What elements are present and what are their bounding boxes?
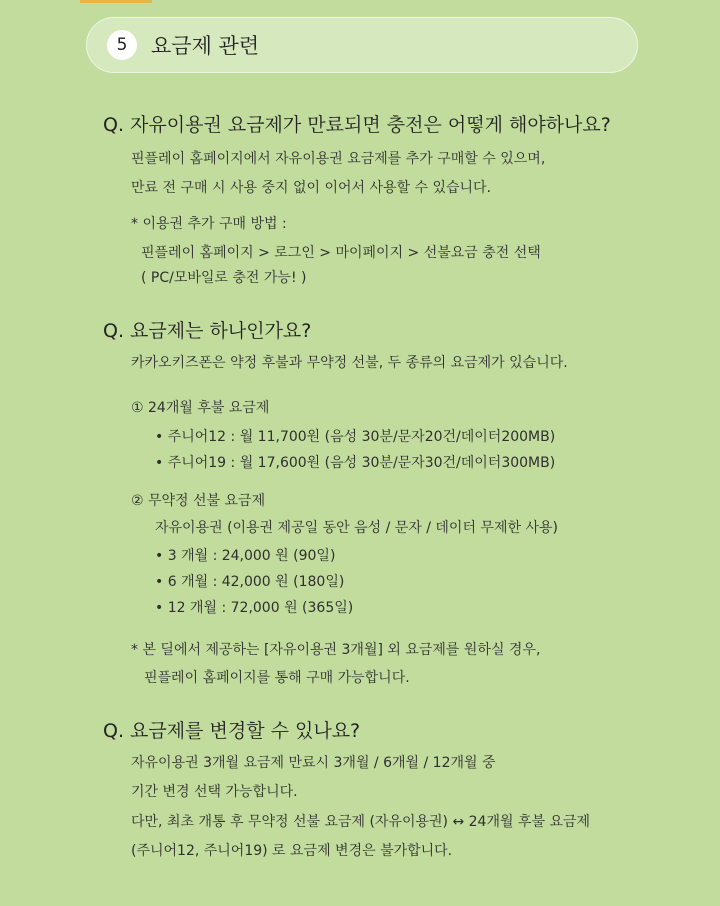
note-1-title: * 이용권 추가 구매 방법 : bbox=[131, 216, 287, 232]
answer-3-line-1: 자유이용권 3개월 요금제 만료시 3개월 / 6개월 / 12개월 중 bbox=[131, 755, 496, 771]
answer-2: 카카오키즈폰은 약정 후불과 무약정 선불, 두 종류의 요금제가 있습니다. bbox=[131, 355, 568, 371]
note-1-line-2: ( PC/모바일로 충전 가능! ) bbox=[141, 270, 307, 286]
answer-3-line-2: 기간 변경 선택 가능합니다. bbox=[131, 784, 298, 800]
section-title: 요금제 관련 bbox=[151, 34, 260, 58]
plan-1-item-1: • 주니어12 : 월 11,700원 (음성 30분/문자20건/데이터200MB) bbox=[155, 429, 556, 445]
plan-2-desc: 자유이용권 (이용권 제공일 동안 음성 / 문자 / 데이터 무제한 사용) bbox=[155, 520, 558, 536]
question-3: Q. 요금제를 변경할 수 있나요? bbox=[103, 720, 361, 742]
answer-3-line-3: 다만, 최초 개통 후 무약정 선불 요금제 (자유이용권) ↔ 24개월 후불 요금제 bbox=[131, 814, 591, 830]
section-header bbox=[86, 17, 638, 73]
answer-1-line-2: 만료 전 구매 시 사용 중지 없이 이어서 사용할 수 있습니다. bbox=[131, 180, 492, 196]
plan-2-item-2: • 6 개월 : 42,000 원 (180일) bbox=[155, 574, 345, 590]
note-1-line-1: 핀플레이 홈페이지 > 로그인 > 마이페이지 > 선불요금 충전 선택 bbox=[141, 245, 541, 261]
question-1: Q. 자유이용권 요금제가 만료되면 충전은 어떻게 해야하나요? bbox=[103, 114, 611, 136]
question-2: Q. 요금제는 하나인가요? bbox=[103, 320, 312, 342]
answer-3-line-4: (주니어12, 주니어19) 로 요금제 변경은 불가합니다. bbox=[131, 843, 453, 859]
plan-2-item-3: • 12 개월 : 72,000 원 (365일) bbox=[155, 600, 354, 616]
plan-1-title: ① 24개월 후불 요금제 bbox=[131, 400, 270, 416]
note-2-line-1: * 본 딜에서 제공하는 [자유이용권 3개월] 외 요금제를 원하실 경우, bbox=[131, 642, 541, 658]
section-number-badge: 5 bbox=[107, 30, 137, 60]
plan-2-item-1: • 3 개월 : 24,000 원 (90일) bbox=[155, 548, 336, 564]
plan-2-title: ② 무약정 선불 요금제 bbox=[131, 493, 266, 509]
top-accent-bar bbox=[80, 0, 152, 3]
answer-1-line-1: 핀플레이 홈페이지에서 자유이용권 요금제를 추가 구매할 수 있으며, bbox=[131, 151, 546, 167]
plan-1-item-2: • 주니어19 : 월 17,600원 (음성 30분/문자30건/데이터300MB) bbox=[155, 455, 556, 471]
note-2-line-2: 핀플레이 홈페이지를 통해 구매 가능합니다. bbox=[144, 670, 410, 686]
